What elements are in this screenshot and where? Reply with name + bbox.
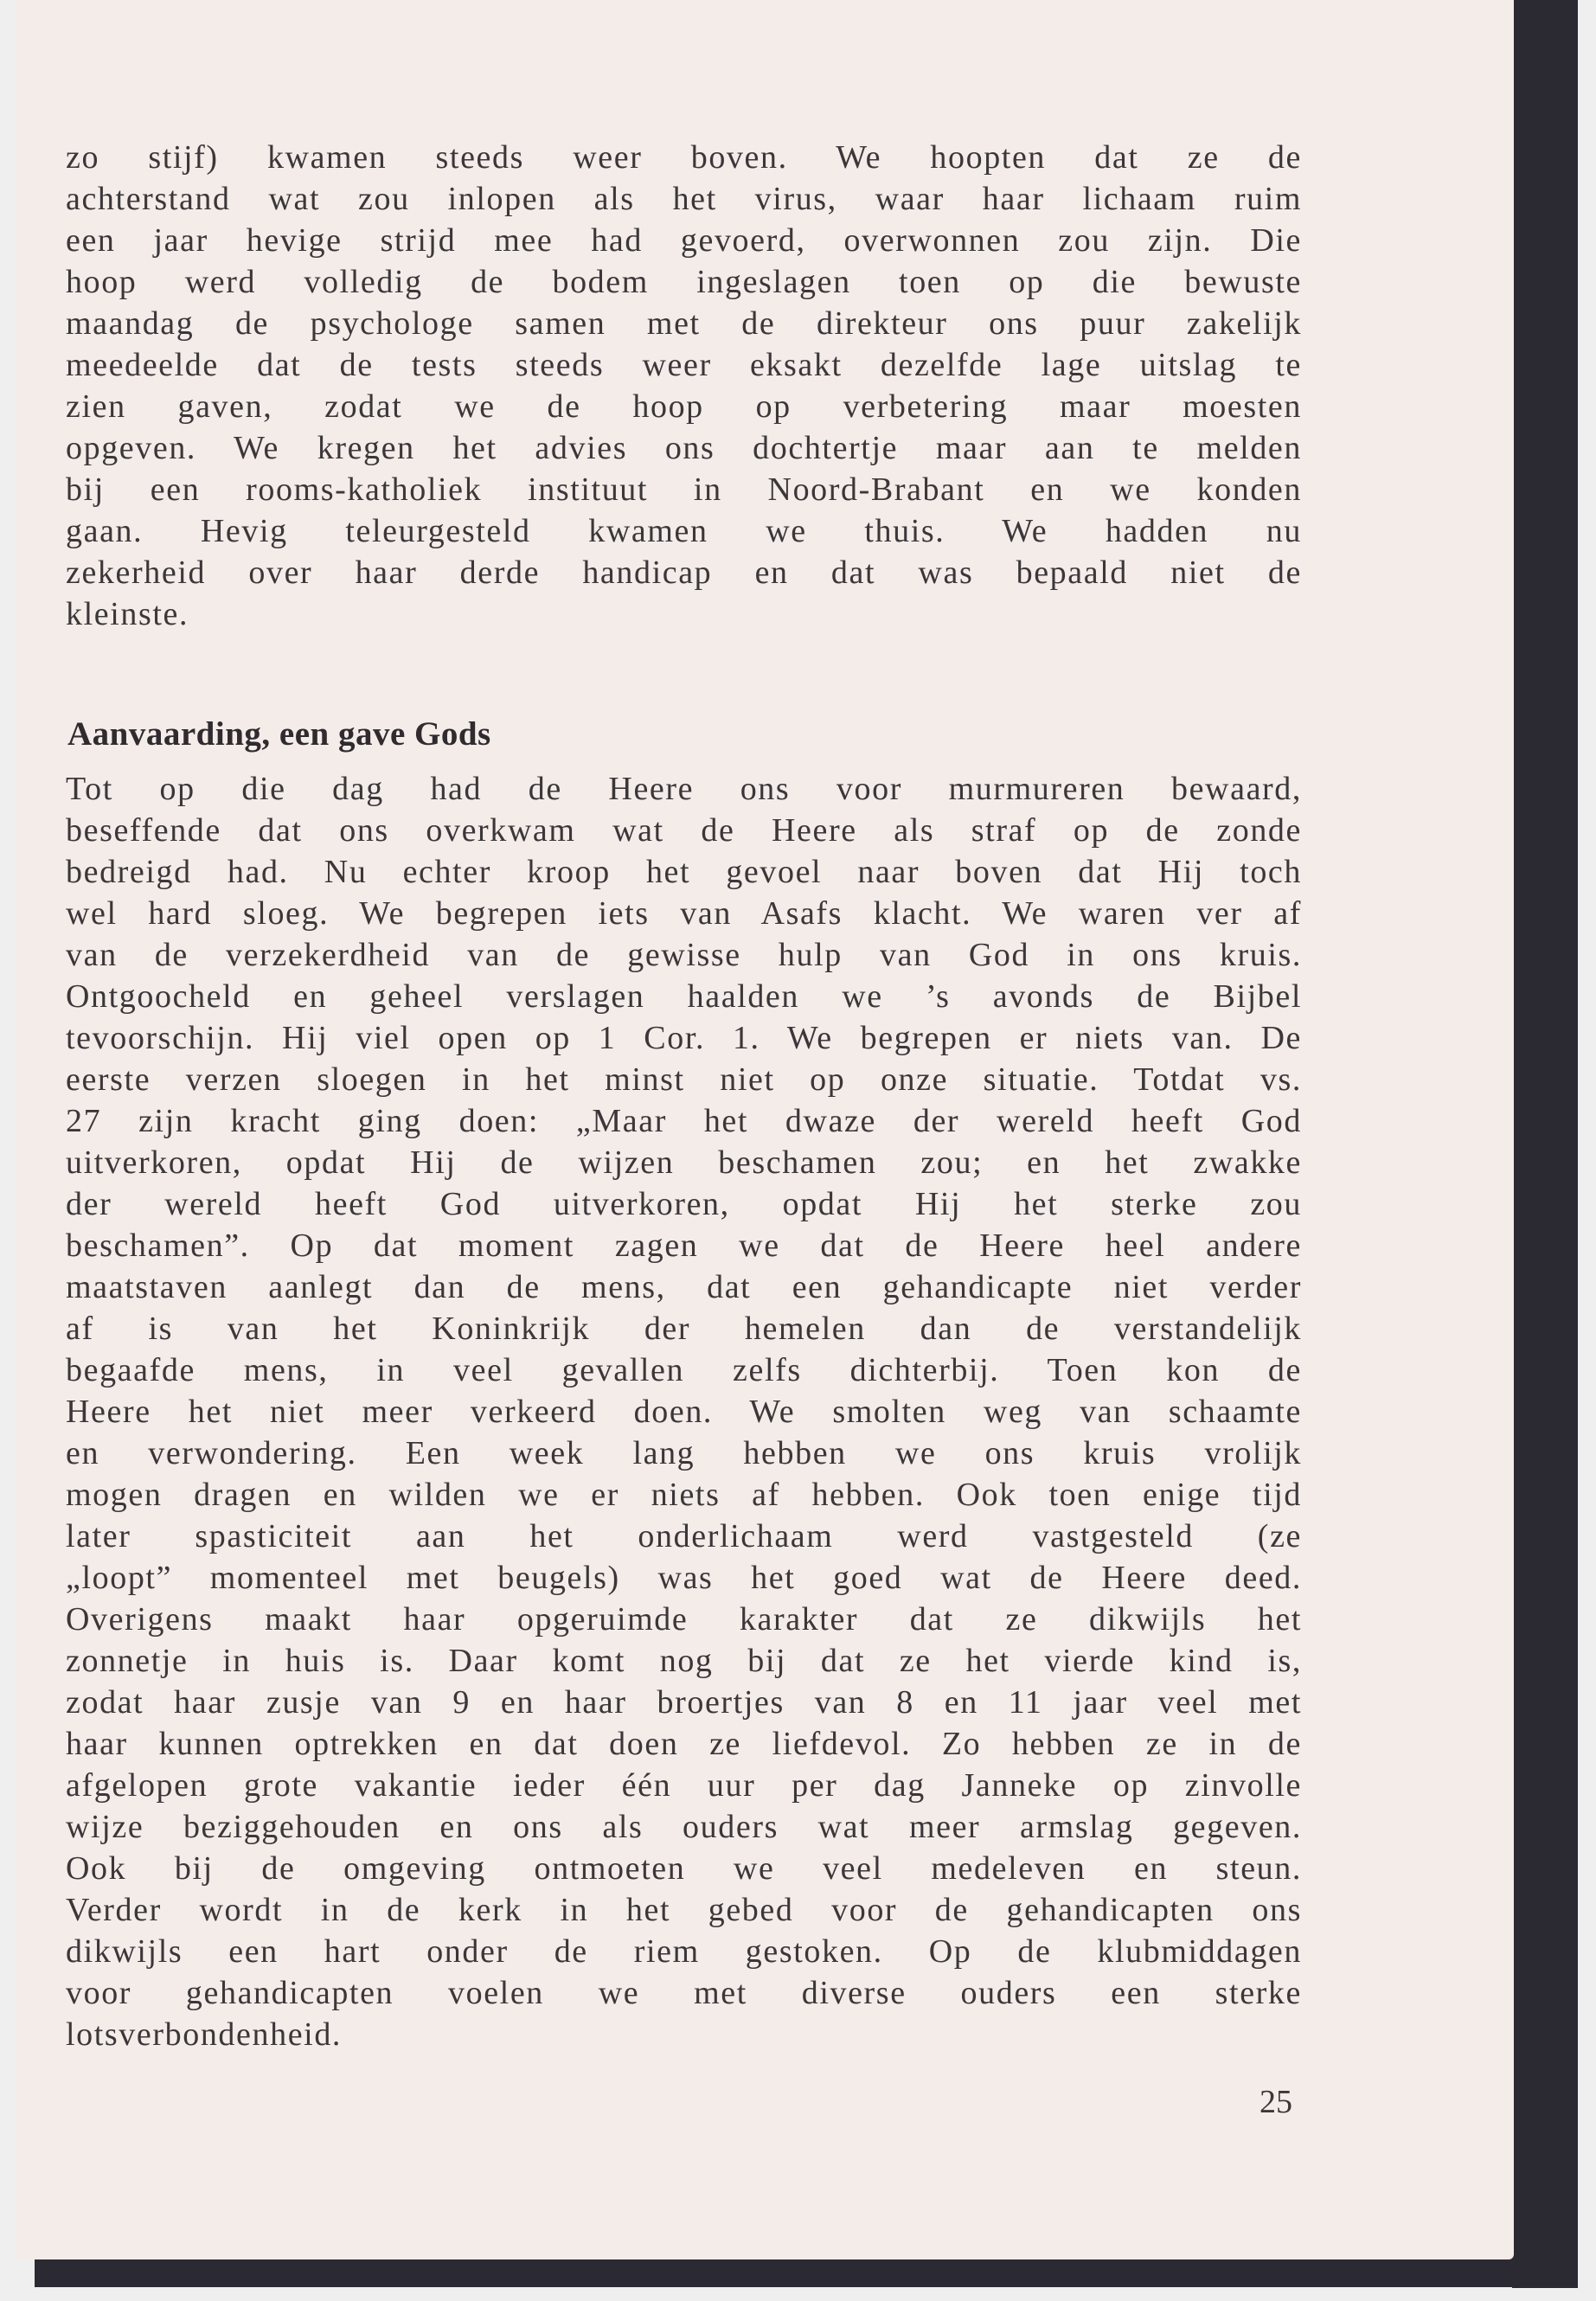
text-line: Ook bij de omgeving ontmoeten we veel medeleven en steun. — [66, 1850, 1302, 1887]
text-line: Heere het niet meer verkeerd doen. We smolten weg van schaamte — [66, 1394, 1302, 1430]
text-line: maandag de psychologe samen met de direkteur ons puur zakelijk — [66, 305, 1302, 342]
text-line: der wereld heeft God uitverkoren, opdat Hij het sterke zou — [66, 1186, 1302, 1222]
scanner-edge-right — [1512, 0, 1578, 2288]
scanner-edge-bottom — [35, 2256, 1578, 2287]
text-line: zo stijf) kwamen steeds weer boven. We hoopten dat ze de — [66, 139, 1302, 176]
paragraph-1 — [66, 137, 1302, 635]
text-line: haar kunnen optrekken en dat doen ze liefdevol. Zo hebben ze in de — [66, 1726, 1302, 1762]
text-line: Overigens maakt haar opgeruimde karakter dat ze dikwijls het — [66, 1601, 1302, 1638]
text-line: wel hard sloeg. We begrepen iets van Asafs klacht. We waren ver af — [66, 895, 1302, 932]
text-line: 27 zijn kracht ging doen: „Maar het dwaze der wereld heeft God — [66, 1103, 1302, 1139]
text-line: mogen dragen en wilden we er niets af hebben. Ook toen enige tijd — [66, 1477, 1302, 1513]
text-line: begaafde mens, in veel gevallen zelfs dichterbij. Toen kon de — [66, 1352, 1302, 1388]
text-line: wijze beziggehouden en ons als ouders wat meer armslag gegeven. — [66, 1809, 1302, 1845]
text-line: achterstand wat zou inlopen als het virus, waar haar lichaam ruim — [66, 181, 1302, 217]
text-line: hoop werd volledig de bodem ingeslagen toen op die bewuste — [66, 264, 1302, 300]
text-line: Verder wordt in de kerk in het gebed voor de gehandicapten ons — [66, 1892, 1302, 1928]
text-line: dikwijls een hart onder de riem gestoken. Op de klubmiddagen — [66, 1933, 1302, 1970]
section-heading: Aanvaarding, een gave Gods — [67, 715, 491, 753]
text-line: een jaar hevige strijd mee had gevoerd, overwonnen zou zijn. Die — [66, 222, 1302, 259]
text-line: opgeven. We kregen het advies ons dochtertje maar aan te melden — [66, 430, 1302, 466]
text-line: beseffende dat ons overkwam wat de Heere als straf op de zonde — [66, 812, 1302, 849]
text-line: zekerheid over haar derde handicap en dat was bepaald niet de — [66, 554, 1302, 591]
text-line: af is van het Koninkrijk der hemelen dan de verstandelijk — [66, 1311, 1302, 1347]
text-line: afgelopen grote vakantie ieder één uur per dag Janneke op zinvolle — [66, 1767, 1302, 1804]
text-line: bedreigd had. Nu echter kroop het gevoel naar boven dat Hij toch — [66, 854, 1302, 890]
text-line: Ontgoocheld en geheel verslagen haalden we ’s avonds de Bijbel — [66, 978, 1302, 1015]
text-line: bij een rooms-katholiek instituut in Noord-Brabant en we konden — [66, 471, 1302, 508]
text-line: zonnetje in huis is. Daar komt nog bij dat ze het vierde kind is, — [66, 1643, 1302, 1679]
text-line: „loopt” momenteel met beugels) was het goed wat de Heere deed. — [66, 1560, 1302, 1596]
text-line: eerste verzen sloegen in het minst niet op onze situatie. Totdat vs. — [66, 1061, 1302, 1098]
page-number: 25 — [1259, 2084, 1292, 2120]
text-line: en verwondering. Een week lang hebben we ons kruis vrolijk — [66, 1435, 1302, 1471]
text-line: gaan. Hevig teleurgesteld kwamen we thuis. We hadden nu — [66, 513, 1302, 549]
paragraph-2 — [66, 768, 1302, 2055]
text-line: meedeelde dat de tests steeds weer eksakt dezelfde lage uitslag te — [66, 347, 1302, 383]
text-line: lotsverbondenheid. — [66, 2016, 343, 2053]
text-line: Tot op die dag had de Heere ons voor murmureren bewaard, — [66, 771, 1302, 807]
text-line: zodat haar zusje van 9 en haar broertjes van 8 en 11 jaar veel met — [66, 1684, 1302, 1721]
text-line: kleinste. — [66, 596, 189, 632]
text-line: uitverkoren, opdat Hij de wijzen beschamen zou; en het zwakke — [66, 1144, 1302, 1181]
text-line: later spasticiteit aan het onderlichaam werd vastgesteld (ze — [66, 1518, 1302, 1554]
text-line: maatstaven aanlegt dan de mens, dat een gehandicapte niet verder — [66, 1269, 1302, 1305]
text-line: tevoorschijn. Hij viel open op 1 Cor. 1. We begrepen er niets van. De — [66, 1020, 1302, 1056]
text-line: voor gehandicapten voelen we met diverse ouders een sterke — [66, 1975, 1302, 2011]
text-line: beschamen”. Op dat moment zagen we dat de Heere heel andere — [66, 1227, 1302, 1264]
text-line: van de verzekerdheid van de gewisse hulp van God in ons kruis. — [66, 937, 1302, 973]
text-line: zien gaven, zodat we de hoop op verbetering maar moesten — [66, 388, 1302, 425]
